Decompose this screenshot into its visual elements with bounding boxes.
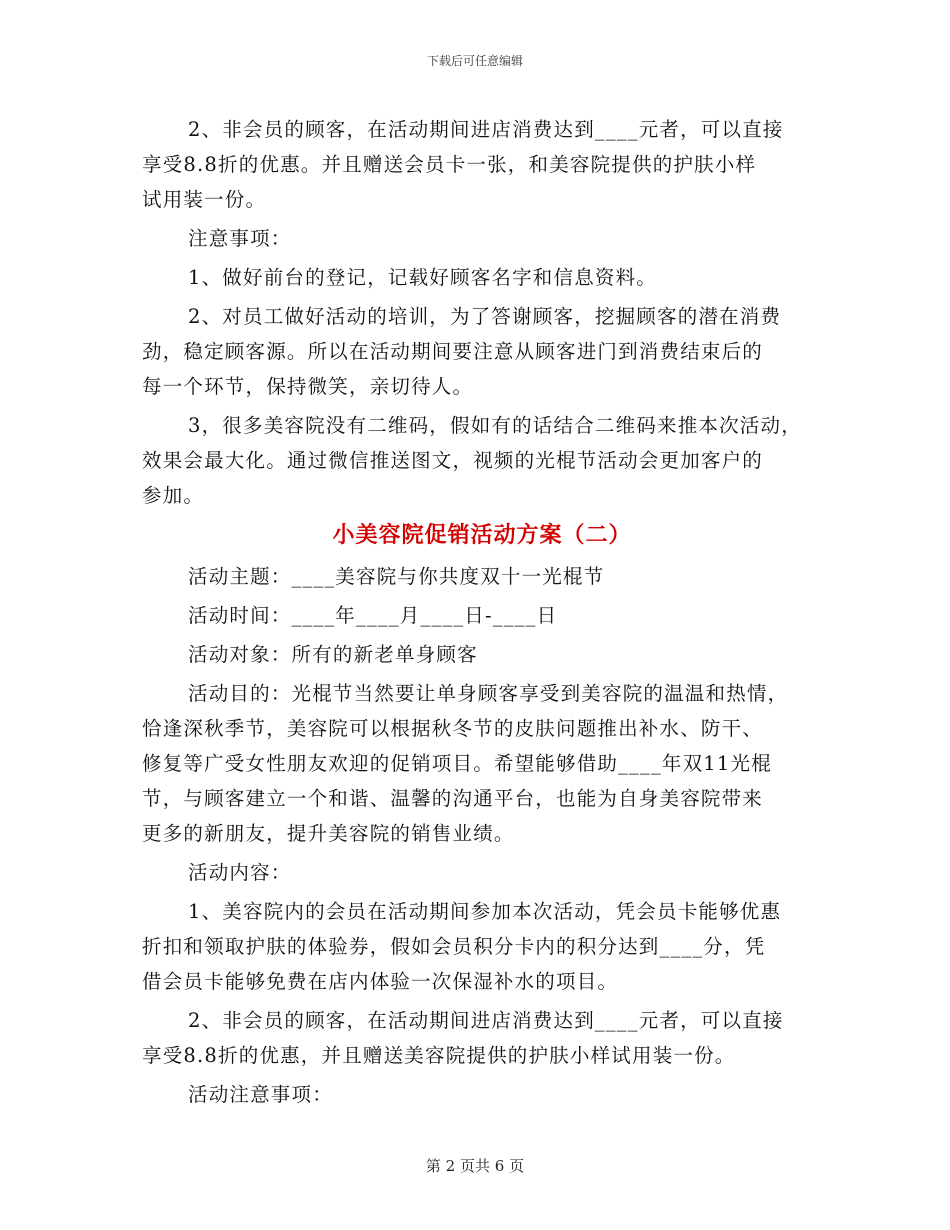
text-line: 每一个环节，保持微笑，亲切待人。 xyxy=(142,375,474,398)
text-line: 2、非会员的顾客，在活动期间进店消费达到____元者，可以直接 xyxy=(188,1009,784,1032)
text-line: 恰逢深秋季节，美容院可以根据秋冬节的皮肤问题推出补水、防干、 xyxy=(142,717,764,740)
text-line: 修复等广受女性朋友欢迎的促销项目。希望能够借助____年双11光棍 xyxy=(142,752,772,775)
paragraph xyxy=(142,408,822,513)
paragraph xyxy=(142,260,822,295)
text-line: 活动注意事项： xyxy=(188,1083,333,1106)
page-footer: 第 2 页共 6 页 xyxy=(425,1157,525,1175)
text-line: 享受8.8折的优惠。并且赠送会员卡一张，和美容院提供的护肤小样 xyxy=(142,153,757,176)
paragraph xyxy=(142,637,822,672)
section-two xyxy=(142,559,822,1112)
text-line: 2、对员工做好活动的培训，为了答谢顾客，挖掘顾客的潜在消费 xyxy=(188,305,782,328)
text-line: 活动目的：光棍节当然要让单身顾客享受到美容院的温温和热情， xyxy=(188,682,789,705)
text-line: 劲，稳定顾客源。所以在活动期间要注意从顾客进门到消费结束后的 xyxy=(142,340,764,363)
text-line: 1、美容院内的会员在活动期间参加本次活动，凭会员卡能够优惠 xyxy=(188,900,782,923)
paragraph xyxy=(142,299,822,404)
paragraph xyxy=(142,855,822,890)
text-line: 3，很多美容院没有二维码，假如有的话结合二维码来推本次活动， xyxy=(188,414,802,437)
text-line: 活动内容： xyxy=(188,861,292,884)
section-title: 小美容院促销活动方案（二） xyxy=(332,522,632,548)
text-line: 试用装一份。 xyxy=(142,188,267,211)
paragraph xyxy=(142,676,822,851)
text-line: 节，与顾客建立一个和谐、温馨的沟通平台，也能为自身美容院带来 xyxy=(142,787,764,810)
text-line: 借会员卡能够免费在店内体验一次保湿补水的项目。 xyxy=(142,970,619,993)
paragraph xyxy=(142,598,822,633)
text-line: 享受8.8折的优惠，并且赠送美容院提供的护肤小样试用装一份。 xyxy=(142,1044,736,1067)
text-line: 活动时间：____年____月____日-____日 xyxy=(188,604,558,627)
paragraph xyxy=(142,1077,822,1112)
text-line: 注意事项： xyxy=(188,227,292,250)
text-line: 效果会最大化。通过微信推送图文，视频的光棍节活动会更加客户的 xyxy=(142,449,764,472)
paragraph xyxy=(142,221,822,256)
page-header: 下载后可任意编辑 xyxy=(426,54,523,68)
paragraph xyxy=(142,559,822,594)
text-line: 参加。 xyxy=(142,484,205,507)
text-line: 1、做好前台的登记，记载好顾客名字和信息资料。 xyxy=(188,266,658,289)
paragraph xyxy=(142,894,822,999)
text-line: 活动对象：所有的新老单身顾客 xyxy=(188,643,478,666)
text-line: 活动主题：____美容院与你共度双十一光棍节 xyxy=(188,565,605,588)
document-body xyxy=(142,112,822,1116)
text-line: 更多的新朋友，提升美容院的销售业绩。 xyxy=(142,822,515,845)
paragraph xyxy=(142,112,822,217)
section-one xyxy=(142,112,822,513)
paragraph xyxy=(142,1003,822,1073)
text-line: 折扣和领取护肤的体验券，假如会员积分卡内的积分达到____分，凭 xyxy=(142,935,766,958)
text-line: 2、非会员的顾客，在活动期间进店消费达到____元者，可以直接 xyxy=(188,118,784,141)
